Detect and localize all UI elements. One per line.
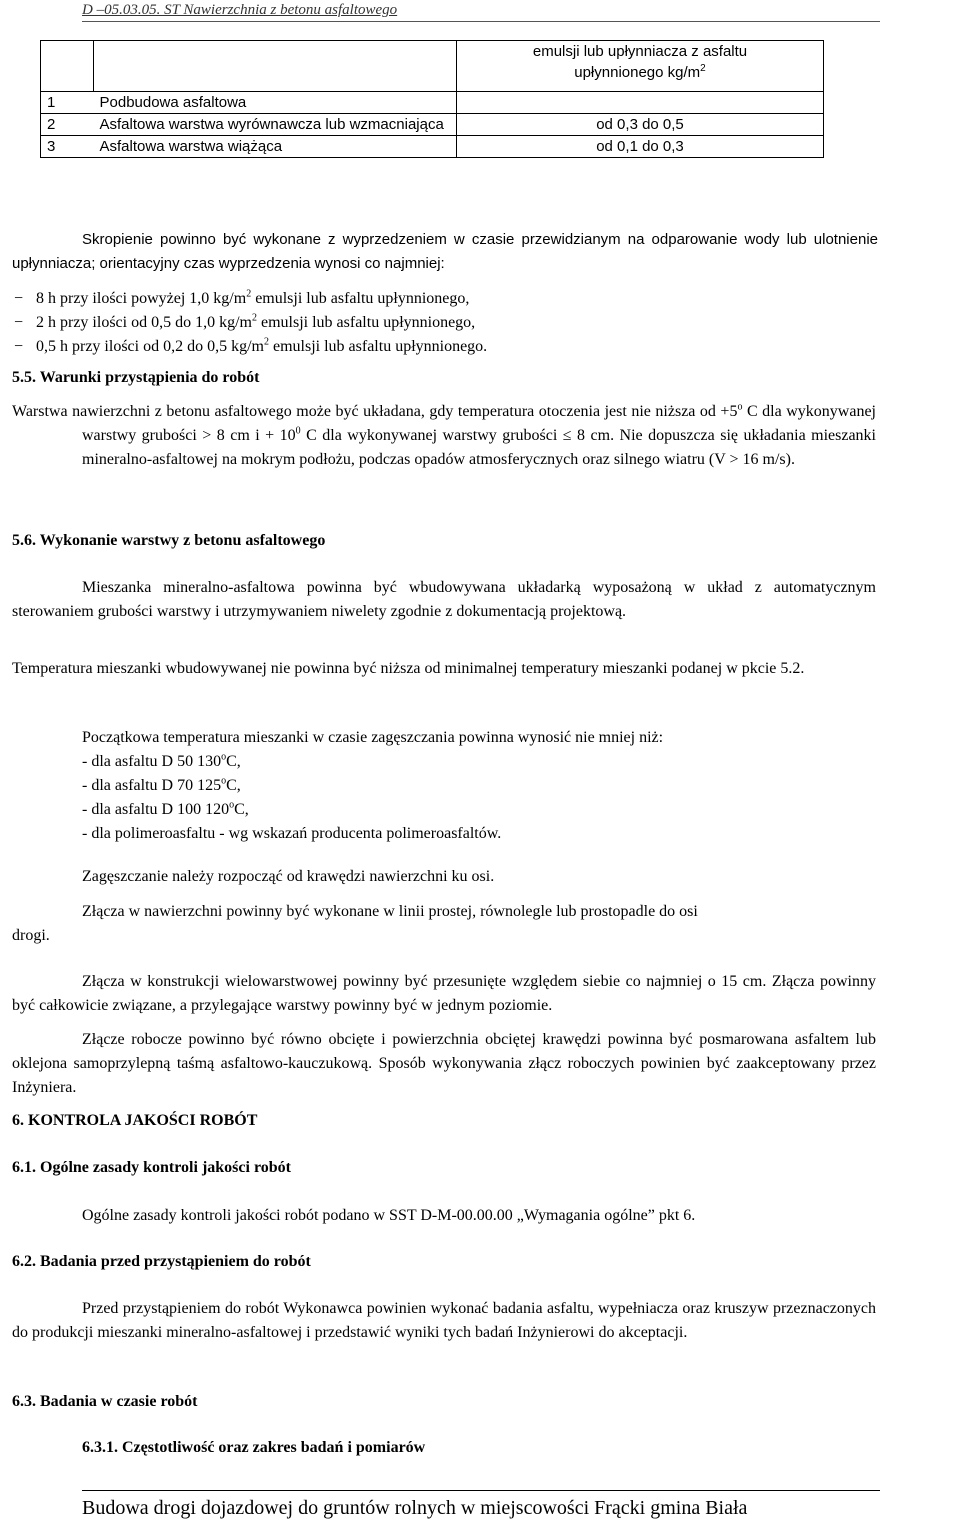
joints-paragraph: Złącza w nawierzchni powinny być wykonane w linii prostej, równolegle lub prostopadle do osi [82,903,698,920]
item-text: C, [226,753,241,770]
item-text: - dla asfaltu D 100 120 [82,801,230,818]
spray-intro: Skropienie powinno być wykonane z wyprzedzeniem w czasie przewidzianym na odparowanie wody lub ulotnienie upłynniacza; orientacyjny czas wyprzedzenia wynosi co najmniej: [12,231,878,272]
row-name: Asfaltowa warstwa wyrównawcza lub wzmacniająca [94,114,457,136]
list-item [82,822,880,846]
item-sup: 2 [251,312,257,324]
item-sup: 2 [246,288,252,300]
pre-tests-paragraph: Przed przystąpieniem do robót Wykonawca powinien wykonać badania asfaltu, wypełniacza oraz kruszyw przeznaczonych do produkcji mieszanki mineralno-asfaltowej i przedstawić wyniki tych badań Inżynierowi do akceptacji. [12,1300,876,1341]
table-header-sup: 2 [700,63,706,74]
page-footer: Budowa drogi dojazdowej do gruntów rolnych w miejscowości Frącki gmina Biała [82,1490,880,1522]
spray-section [12,228,878,276]
item-text: 2 h przy ilości od 0,5 do 1,0 kg/m [36,314,252,331]
compaction-direction: Zagęszczanie należy rozpocząć od krawędzi nawierzchni ku osi. [82,868,495,885]
list-item [14,287,880,311]
mix-temperature-paragraph: Temperatura mieszanki wbudowywanej nie powinna być niższa od minimalnej temperatury mieszanki podanej w pkcie 5.2. [12,660,805,677]
working-joint-paragraph: Złącze robocze powinno być równo obcięte i powierzchnia obciętej krawędzi powinna być posmarowana asfaltem lub oklejona samoprzylepną taśmą asfaltowo-kauczukową. Sposób wykonywania złącz roboczych powinien być zaakceptowany przez Inżyniera. [12,1031,876,1096]
item-text: 0,5 h przy ilości od 0,2 do 0,5 kg/m [36,338,264,355]
item-text: 8 h przy ilości powyżej 1,0 kg/m [36,290,247,307]
degree-sup: o [737,401,743,413]
row-number: 3 [41,136,94,158]
table-cell [41,41,94,92]
degree-sup: o [229,799,235,811]
table-row [41,92,824,114]
table-row [41,136,824,158]
item-text: emulsji lub asfaltu upłynnionego, [256,314,476,331]
general-rules-paragraph: Ogólne zasady kontroli jakości robót podano w SST D-M-00.00.00 „Wymagania ogólne” pkt 6. [82,1207,696,1224]
degree-sup: o [221,775,227,787]
row-value: od 0,3 do 0,5 [457,114,824,136]
item-text: C, [226,777,241,794]
item-text: - dla asfaltu D 50 130 [82,753,222,770]
item-text: emulsji lub asfaltu upłynnionego, [251,290,470,307]
section-heading-5-6: 5.6. Wykonanie warstwy z betonu asfaltowego [12,532,326,549]
table-cell [94,41,457,92]
list-item [82,798,880,822]
spray-rate-table [40,40,824,158]
row-number: 1 [41,92,94,114]
text-run: C dla wykonywanej warstwy grubości > 8 cm i + 10 [82,403,877,444]
section-heading-6: 6. KONTROLA JAKOŚCI ROBÓT [12,1112,258,1129]
degree-sup: o [221,751,227,763]
list-item [82,774,880,798]
list-item [82,750,880,774]
compaction-temps [82,726,880,846]
dash-bullet: − [14,314,24,331]
list-item [14,311,880,335]
row-number: 2 [41,114,94,136]
conditions-paragraph [12,400,876,472]
paver-paragraph: Mieszanka mineralno-asfaltowa powinna być wbudowywana układarką wyposażoną w układ z automatycznym sterowaniem grubości warstwy i utrzymywaniem niwelety zgodnie z dokumentacją projektową. [12,579,876,620]
text-run: C dla wykonywanej warstwy grubości ≤ 8 cm. Nie dopuszcza się układania mieszanki mineralno-asfaltowej na mokrym podłożu, podczas opadów atmosferycznych oraz silnego wiatru (V > 16 m/s). [82,427,877,468]
list-item [14,335,880,359]
dash-bullet: − [14,290,24,307]
running-header: D –05.03.05. ST Nawierzchnia z betonu asfaltowego [82,0,880,22]
row-value [457,92,824,114]
dash-bullet: − [14,338,24,355]
multilayer-joints-paragraph: Złącza w konstrukcji wielowarstwowej powinny być przesunięte względem siebie co najmniej o 15 cm. Złącza powinny być całkowicie związane, a przylegające warstwy powinny być w jednym poziomie. [12,973,876,1014]
spray-list [14,287,880,359]
table-row [41,114,824,136]
section-heading-6-3: 6.3. Badania w czasie robót [12,1393,198,1410]
row-value: od 0,1 do 0,3 [457,136,824,158]
degree-sup: 0 [295,425,301,437]
section-heading-6-3-1: 6.3.1. Częstotliwość oraz zakres badań i pomiarów [82,1439,426,1456]
item-text: - dla asfaltu D 70 125 [82,777,222,794]
compaction-intro: Początkowa temperatura mieszanki w czasie zagęszczania powinna wynosić nie mniej niż: [82,729,664,746]
row-name: Asfaltowa warstwa wiążąca [94,136,457,158]
item-text: emulsji lub asfaltu upłynnionego. [268,338,488,355]
item-sup: 2 [263,336,269,348]
table-header-cell [457,41,824,92]
table-header-row [41,41,824,92]
joints-paragraph-end: drogi. [12,927,50,944]
section-heading-6-1: 6.1. Ogólne zasady kontroli jakości robót [12,1159,291,1176]
table-header-line1: emulsji lub upłynniacza z asfaltu [532,43,748,60]
item-text: - dla polimeroasfaltu - wg wskazań producenta polimeroasfaltów. [82,825,502,842]
section-heading-5-5: 5.5. Warunki przystąpienia do robót [12,369,260,386]
item-text: C, [234,801,249,818]
row-name: Podbudowa asfaltowa [94,92,457,114]
table-header-line2: upłynnionego kg/m [574,64,701,81]
section-heading-6-2: 6.2. Badania przed przystąpieniem do robót [12,1253,311,1270]
text-run: Warstwa nawierzchni z betonu asfaltowego może być układana, gdy temperatura otoczenia jest nie niższa od +5 [12,403,738,420]
